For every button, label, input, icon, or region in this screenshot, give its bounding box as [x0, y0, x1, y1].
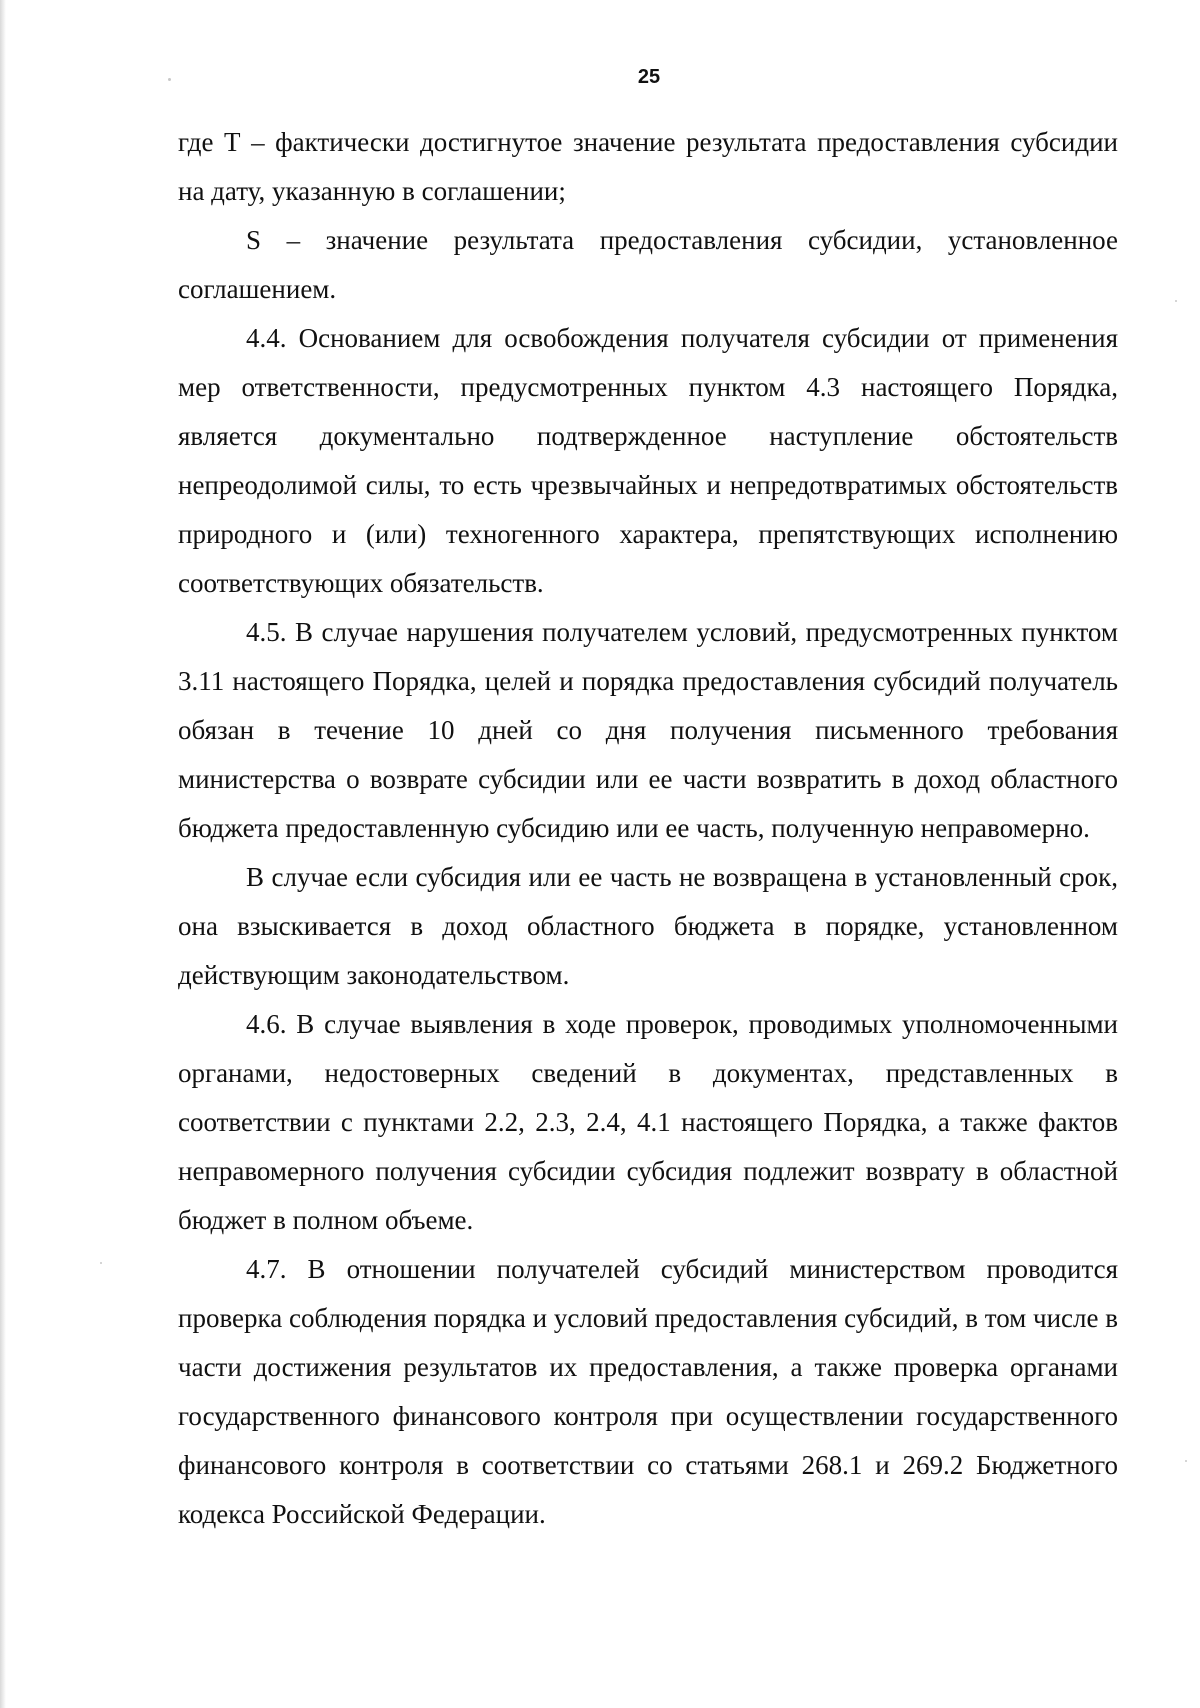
- scan-noise-dot: [1185, 1460, 1187, 1462]
- paragraph-4-4: 4.4. Основанием для освобождения получателя субсидии от применения мер ответственности, предусмотренных пунктом 4.3 настоящего Порядка, является документально подтвержденное наступление обстоятельств непреодолимой силы, то есть чрезвычайных и непредотвратимых обстоятельств природного и (или) техногенного характера, препятствующих исполнению соответствующих обязательств.: [178, 323, 1118, 598]
- paragraph-4-5-continued: В случае если субсидия или ее часть не возвращена в установленный срок, она взыскивается в доход областного бюджета в порядке, установленном действующим законодательством.: [178, 862, 1118, 990]
- page-number: 25: [637, 66, 661, 88]
- paragraph-formula-s: S – значение результата предоставления субсидии, установленное соглашением.: [178, 225, 1118, 304]
- scan-noise-dot: [1175, 300, 1177, 302]
- document-body: [178, 118, 1118, 1539]
- paragraph-4-7: 4.7. В отношении получателей субсидий министерством проводится проверка соблюдения порядка и условий предоставления субсидий, в том числе в части достижения результатов их предоставления, а также проверка органами государственного финансового контроля при осуществлении государственного финансового контроля в соответствии со статьями 268.1 и 269.2 Бюджетного кодекса Российской Федерации.: [178, 1254, 1118, 1529]
- paragraph-4-5: 4.5. В случае нарушения получателем условий, предусмотренных пунктом 3.11 настоящего Порядка, целей и порядка предоставления субсидий получатель обязан в течение 10 дней со дня получения письменного требования министерства о возврате субсидии или ее части возвратить в доход областного бюджета предоставленную субсидию или ее часть, полученную неправомерно.: [178, 617, 1118, 843]
- scan-noise-dot: [100, 1262, 102, 1264]
- scanned-page-edge: [0, 0, 6, 1708]
- scan-noise-dot: [168, 78, 171, 81]
- paragraph-formula-t: где Т – фактически достигнутое значение результата предоставления субсидии на дату, указанную в соглашении;: [178, 127, 1118, 206]
- paragraph-4-6: 4.6. В случае выявления в ходе проверок, проводимых уполномоченными органами, недостоверных сведений в документах, представленных в соответствии с пунктами 2.2, 2.3, 2.4, 4.1 настоящего Порядка, а также фактов неправомерного получения субсидии субсидия подлежит возврату в областной бюджет в полном объеме.: [178, 1009, 1118, 1235]
